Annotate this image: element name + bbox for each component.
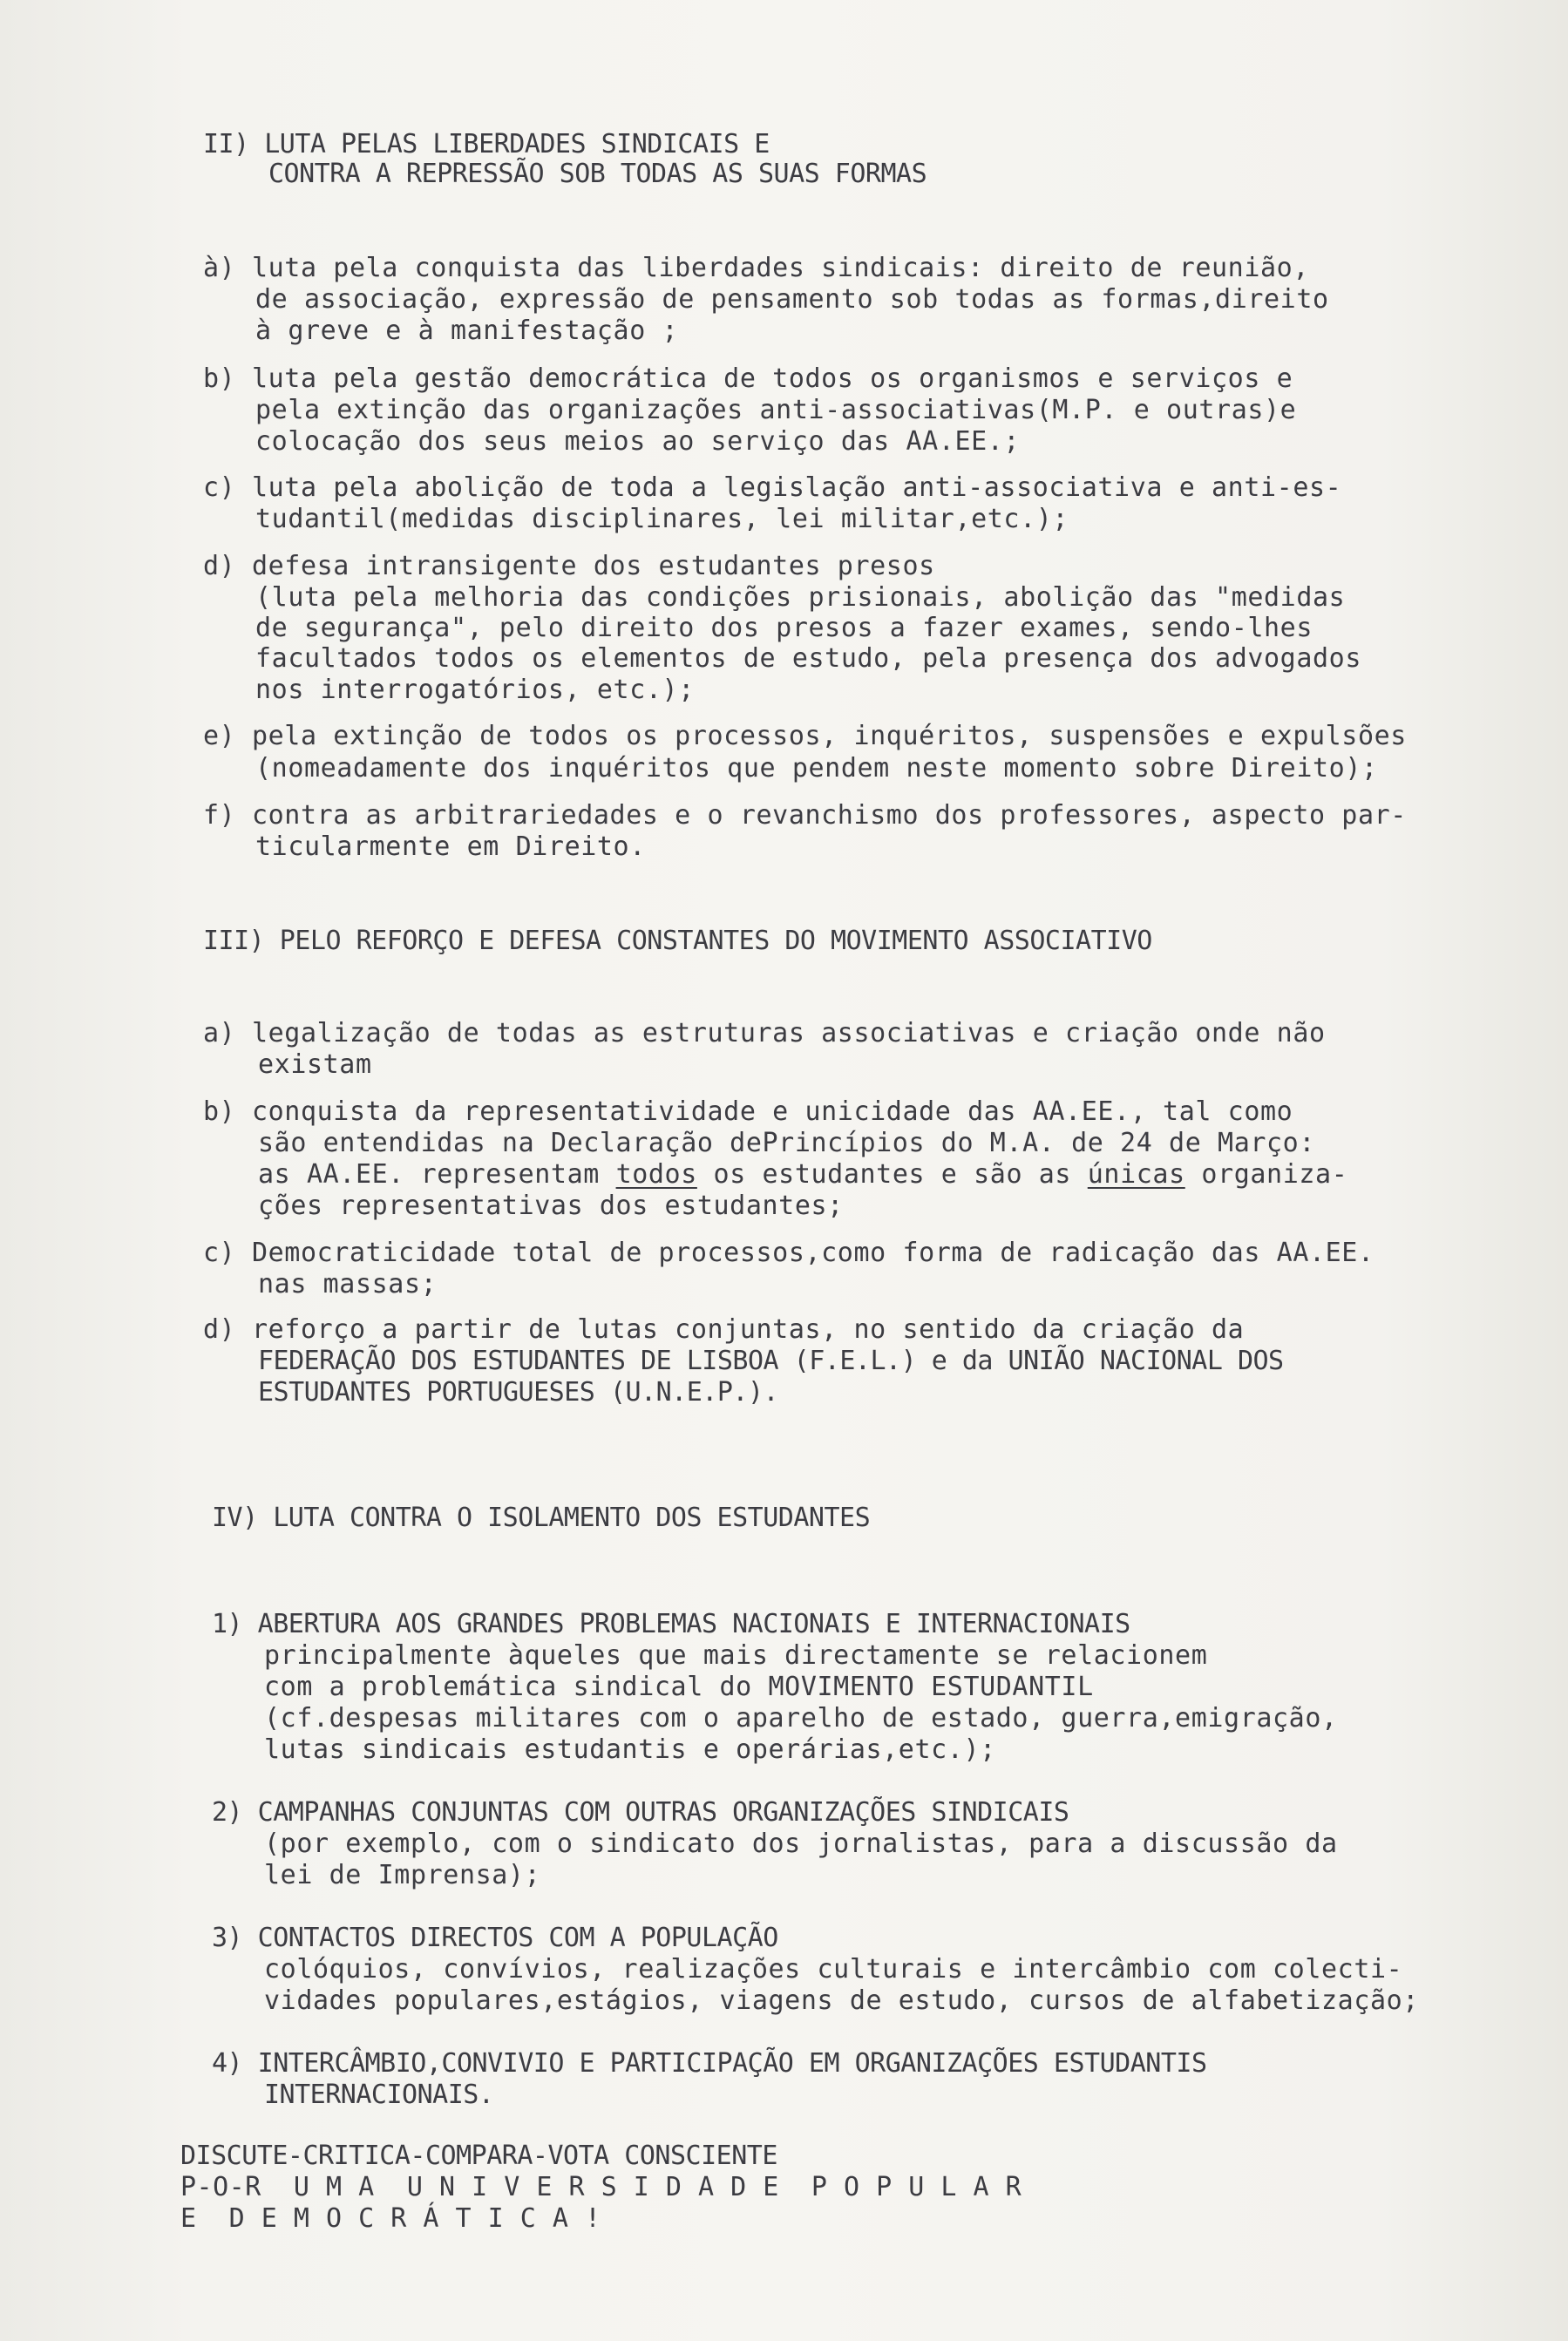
closing-line-3: E D E M O C R Á T I C A ! (180, 2203, 601, 2234)
item-a-line-1: à) luta pela conquista das liberdades sindicais: direito de reunião, (203, 253, 1309, 283)
item-c-line-2: tudantil(medidas disciplinares, lei militar,etc.); (255, 504, 1069, 534)
item-a-line-2: de associação, expressão de pensamento sob todas as formas,direito (255, 284, 1329, 315)
item-iv-1-line-4: (cf.despesas militares com o aparelho de estado, guerra,emigração, (264, 1703, 1338, 1734)
item-f-line-1: f) contra as arbitrariedades e o revanchismo dos professores, aspecto par- (203, 800, 1407, 831)
item-e-line-2: (nomeadamente dos inquéritos que pendem neste momento sobre Direito); (255, 753, 1378, 784)
item-iii-a-line-2: existam (258, 1049, 372, 1080)
item-iv-1-line-3: com a problemática sindical do MOVIMENTO ESTUDANTIL (264, 1672, 1094, 1702)
item-iii-b-line-4: ções representativas dos estudantes; (258, 1191, 844, 1221)
item-iv-2-line-2: (por exemplo, com o sindicato dos jornalistas, para a discussão da (264, 1829, 1338, 1859)
item-iii-c-line-2: nas massas; (258, 1269, 438, 1299)
item-iii-a-line-1: a) legalização de todas as estruturas associativas e criação onde não (203, 1018, 1326, 1048)
item-iv-1-line-2: principalmente àqueles que mais directamente se relacionem (264, 1640, 1208, 1671)
item-iv-3-line-2: colóquios, convívios, realizações culturais e intercâmbio com colecti- (264, 1954, 1403, 1985)
section-ii-heading-line-2: CONTRA A REPRESSÃO SOB TODAS AS SUAS FORMAS (268, 159, 927, 189)
item-a-line-3: à greve e à manifestação ; (255, 316, 679, 346)
item-iv-4-line-1: 4) INTERCÂMBIO,CONVIVIO E PARTICIPAÇÃO EM ORGANIZAÇÕES ESTUDANTIS (212, 2048, 1207, 2079)
item-iii-d-line-1: d) reforço a partir de lutas conjuntas, no sentido da criação da (203, 1314, 1245, 1345)
item-d-line-2: (luta pela melhoria das condições prisionais, abolição das "medidas (255, 582, 1346, 613)
item-iv-4-line-2: INTERNACIONAIS. (264, 2080, 494, 2110)
section-iii-heading: III) PELO REFORÇO E DEFESA CONSTANTES DO MOVIMENTO ASSOCIATIVO (203, 926, 1152, 956)
item-e-line-1: e) pela extinção de todos os processos, inquéritos, suspensões e expulsões (203, 721, 1407, 751)
item-iv-3-line-1: 3) CONTACTOS DIRECTOS COM A POPULAÇÃO (212, 1923, 778, 1953)
item-iv-1-line-5: lutas sindicais estudantis e operárias,etc.); (264, 1734, 996, 1765)
underlined-word-unicas: únicas (1087, 1159, 1185, 1190)
item-d-line-1: d) defesa intransigente dos estudantes presos (203, 551, 935, 581)
item-f-line-2: ticularmente em Direito. (255, 831, 646, 862)
item-iv-1-line-1: 1) ABERTURA AOS GRANDES PROBLEMAS NACIONAIS E INTERNACIONAIS (212, 1609, 1130, 1639)
item-d-line-3: de segurança", pelo direito dos presos a fazer exames, sendo-lhes (255, 613, 1313, 643)
item-iii-d-line-3: ESTUDANTES PORTUGUESES (U.N.E.P.). (258, 1377, 779, 1408)
section-ii-heading-line-1: II) LUTA PELAS LIBERDADES SINDICAIS E (203, 129, 770, 159)
section-iv-heading: IV) LUTA CONTRA O ISOLAMENTO DOS ESTUDANTES (212, 1503, 871, 1533)
item-iv-2-line-3: lei de Imprensa); (264, 1860, 541, 1890)
item-iv-2-line-1: 2) CAMPANHAS CONJUNTAS COM OUTRAS ORGANIZAÇÕES SINDICAIS (212, 1797, 1069, 1828)
item-iv-3-line-3: vidades populares,estágios, viagens de estudo, cursos de alfabetização; (264, 1985, 1419, 2016)
item-iii-c-line-1: c) Democraticidade total de processos,como forma de radicação das AA.EE. (203, 1238, 1375, 1268)
item-d-line-4: facultados todos os elementos de estudo, pela presença dos advogados (255, 643, 1361, 674)
item-iii-b-line-3: as AA.EE. representam todos os estudantes e são as únicas organiza- (258, 1159, 1348, 1190)
item-d-line-5: nos interrogatórios, etc.); (255, 675, 695, 705)
closing-line-1: DISCUTE-CRITICA-COMPARA-VOTA CONSCIENTE (180, 2141, 777, 2171)
item-b-line-1: b) luta pela gestão democrática de todos os organismos e serviços e (203, 363, 1293, 394)
item-iii-b-line-1: b) conquista da representatividade e unicidade das AA.EE., tal como (203, 1096, 1293, 1127)
item-iii-d-line-2: FEDERAÇÃO DOS ESTUDANTES DE LISBOA (F.E.L.) e da UNIÃO NACIONAL DOS (258, 1346, 1284, 1376)
item-c-line-1: c) luta pela abolição de toda a legislação anti-associativa e anti-es- (203, 472, 1342, 503)
underlined-word-todos: todos (615, 1159, 697, 1190)
item-b-line-3: colocação dos seus meios ao serviço das AA.EE.; (255, 426, 1021, 457)
item-b-line-2: pela extinção das organizações anti-associativas(M.P. e outras)e (255, 395, 1297, 425)
closing-line-2: P-O-R U M A U N I V E R S I D A D E P O P U L A R (180, 2172, 1022, 2202)
item-iii-b-line-2: são entendidas na Declaração dePrincípios do M.A. de 24 de Março: (258, 1128, 1315, 1158)
